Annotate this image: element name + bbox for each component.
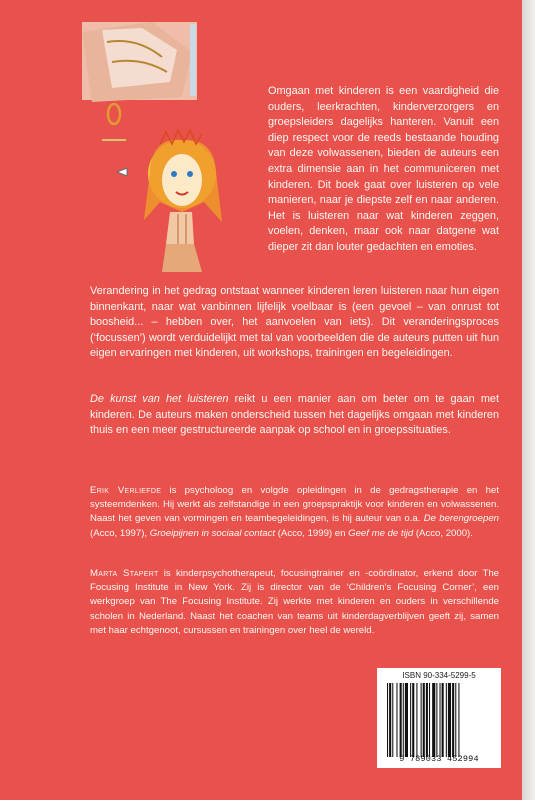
erik-book-2: Groeipijnen in sociaal contact: [149, 527, 276, 539]
barcode-stripe: [400, 683, 402, 757]
barcode-stripe: [426, 683, 428, 757]
barcode-stripe: [410, 683, 411, 757]
author-bio-erik: [90, 484, 499, 541]
barcode-stripe: [440, 683, 441, 757]
bio-erik-text-4: (Acco, 2000).: [413, 527, 473, 539]
barcode-stripe: [396, 683, 397, 757]
barcode-stripe: [392, 683, 393, 757]
blurb-intro-continued: Verandering in het gedrag ontstaat wanneer kinderen leren luisteren naar hun eigen binnenkant, naar wat vanbinnen lijfelijk voelbaar is (een gevoel – van onrust tot boosheid... – hebben over, het aanvoelen van iets). Dit veranderingsproces (‘focussen’) wordt verduidelijkt met tal van voorbeelden die de auteurs putten uit hun eigen ervaringen met kinderen, uit workshops, trainingen en begeleidingen.: [90, 285, 499, 360]
barcode-stripe: [387, 683, 388, 757]
barcode-stripe: [403, 683, 404, 757]
barcode-stripe: [455, 683, 456, 757]
erik-book-3: Geef me de tijd: [348, 527, 414, 539]
barcode-stripe: [442, 683, 444, 757]
author-name-marta: Marta Stapert: [90, 568, 159, 579]
barcode-stripe: [405, 683, 408, 757]
barcode-stripe: [389, 683, 391, 757]
barcode-stripe: [416, 683, 417, 757]
barcode-box: [377, 668, 501, 768]
child-drawing-illustration: [82, 22, 232, 277]
page-edge: [522, 0, 535, 800]
blurb-second-text: reikt u een manier aan om beter om te gaan met kinderen. De auteurs maken onderscheid tussen het dagelijks omgaan met kinderen thuis en een meer gestructureerde aanpak op school en in groepssituaties.: [90, 393, 499, 437]
barcode-stripe: [436, 683, 437, 757]
bio-erik-text: is psycholoog en volgde opleidingen in de gedragstherapie en het systeemdenken. Hij werkt als zelfstandige in een groepspraktijk voor kinderen en volwassenen. Naast het geven van vormingen en teambegeleidingen, is hij auteur van o.a.: [90, 485, 499, 525]
barcode-stripe: [452, 683, 454, 757]
isbn-number: ISBN 90-334-5299-5: [402, 671, 476, 680]
barcode-stripe: [421, 683, 422, 757]
book-title: De kunst van het luisteren: [90, 393, 229, 405]
barcode-stripe: [432, 683, 435, 757]
ean-number: 9 789033 452994: [399, 754, 479, 764]
barcode-bars: [385, 683, 495, 757]
bio-erik-text-3: (Acco, 1999) en: [275, 527, 349, 539]
barcode-stripe: [446, 683, 447, 757]
erik-book-1: De berengroepen: [423, 513, 499, 525]
bio-marta-text: is kinderpsychotherapeut, focusingtrainer en -coördinator, erkend door The Focusing Institute in New York. Zij is director van de ‘Children’s Focusing Corner’, een werkgroep van The Focusing Institute. Zij werkte met kinderen en ouders in verschillende scholen in Nederland. Naast het coachen van teams uit kinderdagverblijven geeft zij, samen met haar echtgenoot, cursussen en trainingen over heel de wereld.: [90, 568, 499, 636]
barcode-stripe: [448, 683, 451, 757]
author-name-erik: Erik Verliefde: [90, 485, 162, 496]
barcode-stripe: [458, 683, 459, 757]
barcode-stripe: [423, 683, 425, 757]
barcode-stripe: [412, 683, 414, 757]
blurb-second-paragraph: [90, 392, 499, 439]
blurb-intro: Omgaan met kinderen is een vaardigheid die ouders, leerkrachten, kinderverzorgers en groepsleiders dagelijks hanteren. Vanuit een diep respect voor de reeds bestaande houding van deze volwassenen, bieden de auteurs een extra dimensie aan in het communiceren met kinderen. Dit boek gaat over luisteren op vele manieren, naar je diepste zelf en naar anderen. Het is luisteren naar wat kinderen zeggen, voelen, denken, maar ook naar datgene wat dieper zit dan louter gedachten en emoties.: [268, 85, 499, 253]
barcode-stripe: [429, 683, 430, 757]
bio-erik-text-2: (Acco, 1997),: [90, 527, 150, 539]
author-bio-marta: [90, 567, 499, 638]
